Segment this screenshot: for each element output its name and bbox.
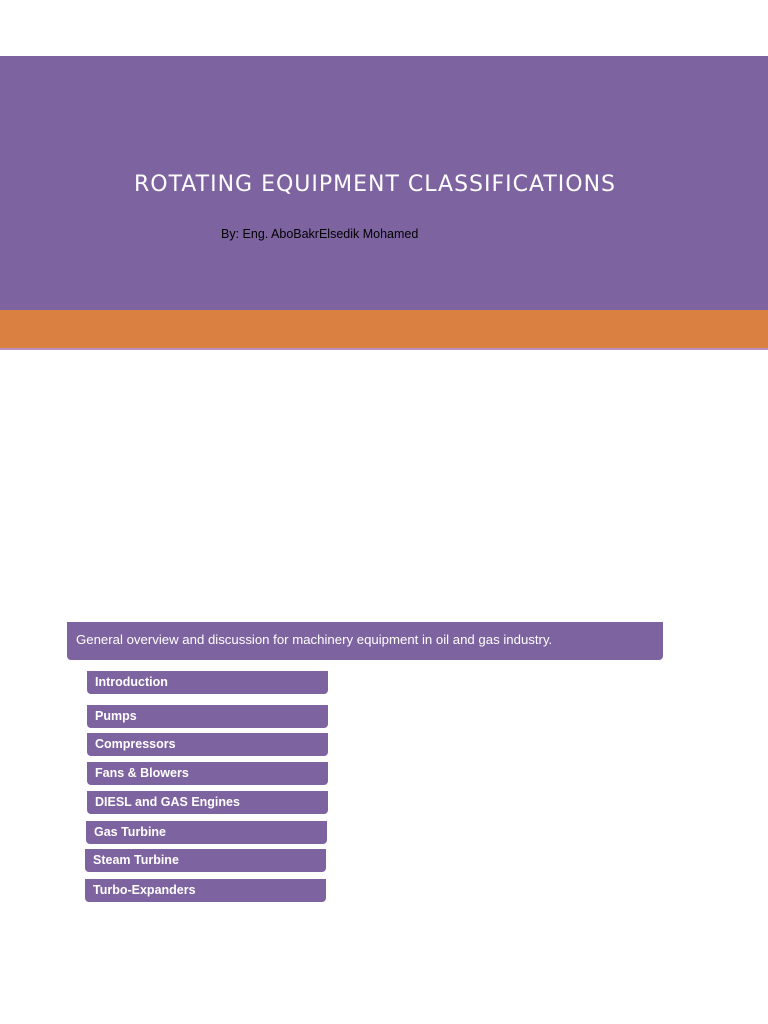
menu-item-compressors[interactable] [87, 733, 328, 756]
menu-item-engines[interactable] [87, 791, 328, 814]
overview-banner [67, 622, 663, 660]
menu-item-gas-turbine[interactable] [86, 821, 327, 844]
menu-item-label: Turbo-Expanders [93, 883, 196, 897]
menu-item-fans-blowers[interactable] [87, 762, 328, 785]
menu-item-label: Pumps [95, 709, 137, 723]
menu-item-label: Fans & Blowers [95, 766, 189, 780]
menu-item-label: Steam Turbine [93, 853, 179, 867]
menu-item-label: DIESL and GAS Engines [95, 795, 240, 809]
menu-item-label: Introduction [95, 675, 168, 689]
menu-item-label: Compressors [95, 737, 176, 751]
menu-item-pumps[interactable] [87, 705, 328, 728]
document-title: ROTATING EQUIPMENT CLASSIFICATIONS [133, 172, 617, 197]
accent-bar [0, 310, 768, 350]
menu-item-introduction[interactable] [87, 671, 328, 694]
menu-item-turbo-expanders[interactable] [85, 879, 326, 902]
author-line: By: Eng. AboBakrElsedik Mohamed [221, 227, 419, 241]
menu-item-label: Gas Turbine [94, 825, 167, 839]
menu-item-steam-turbine[interactable] [85, 849, 326, 872]
overview-text: General overview and discussion for machinery equipment in oil and gas industry. [76, 632, 553, 647]
